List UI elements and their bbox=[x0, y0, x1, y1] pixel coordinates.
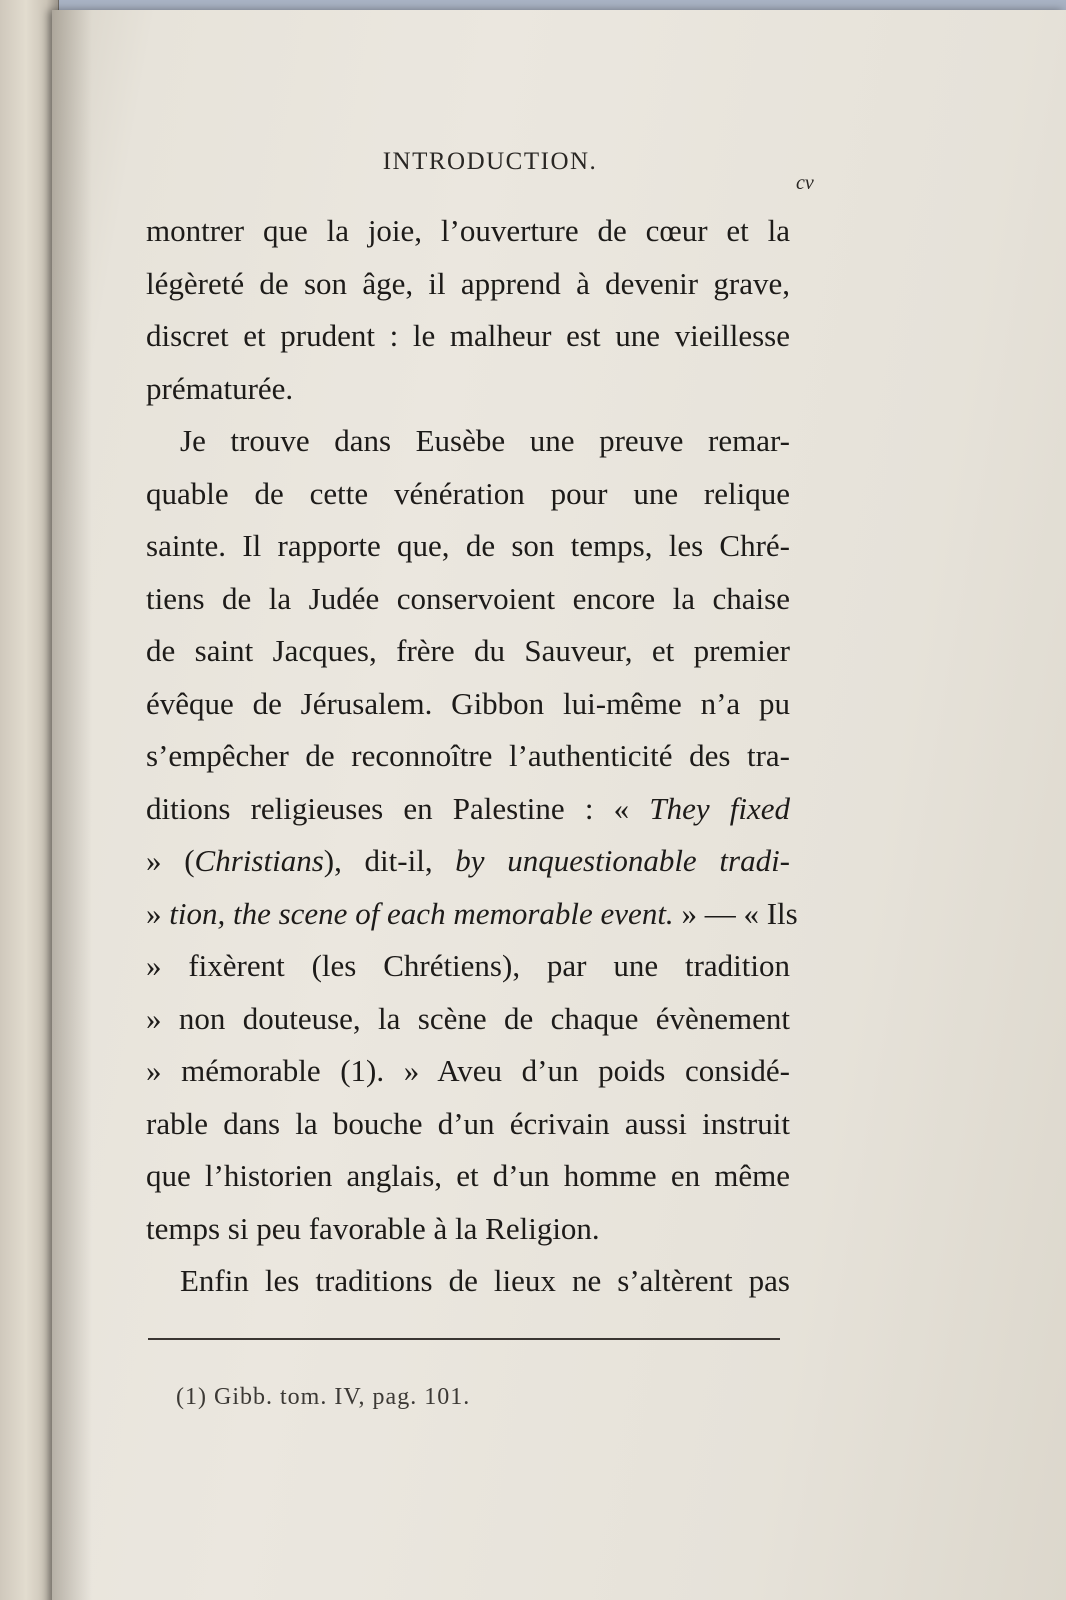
footnote: (1) Gibb. tom. IV, pag. 101. bbox=[176, 1384, 471, 1410]
text-segment: » ( bbox=[146, 843, 195, 878]
text-segment-italic: by unquestionable tradi- bbox=[455, 843, 791, 878]
text-segment: » — « Ils bbox=[681, 895, 798, 931]
text-line bbox=[146, 835, 790, 888]
text-line: tiens de la Judée conservoient encore la chaise bbox=[146, 580, 790, 616]
text-line: légèreté de son âge, il apprend à devenir grave, bbox=[146, 265, 790, 301]
text-line: » non douteuse, la scène de chaque évènement bbox=[146, 1000, 790, 1036]
text-line bbox=[146, 783, 790, 836]
text-segment: ), dit-il, bbox=[323, 843, 433, 878]
text-line: de saint Jacques, frère du Sauveur, et premier bbox=[146, 633, 790, 668]
previous-page-edge bbox=[0, 0, 59, 1600]
text-segment: » bbox=[146, 895, 162, 931]
text-line: que l’historien anglais, et d’un homme en même bbox=[146, 1158, 790, 1193]
text-line: temps si peu favorable à la Religion. bbox=[146, 1210, 600, 1246]
text-line: évêque de Jérusalem. Gibbon lui-même n’a pu bbox=[146, 685, 790, 721]
text-segment-italic: tion, the scene of each memorable event. bbox=[169, 895, 674, 931]
text-line: » mémorable (1). » Aveu d’un poids considé- bbox=[146, 1053, 790, 1088]
text-line: discret et prudent : le malheur est une vieillesse bbox=[146, 318, 790, 353]
text-line: prématurée. bbox=[146, 370, 294, 406]
text-segment-italic: They fixed bbox=[649, 790, 791, 826]
text-line: s’empêcher de reconnoître l’authenticité des tra- bbox=[146, 738, 790, 773]
running-head: INTRODUCTION. bbox=[382, 148, 598, 175]
text-segment: ditions religieuses en Palestine : « bbox=[146, 790, 630, 826]
text-line: Enfin les traditions de lieux ne s’altèrent pas bbox=[180, 1263, 790, 1298]
text-line: » fixèrent (les Chrétiens), par une tradition bbox=[146, 948, 790, 983]
text-line: Je trouve dans Eusèbe une preuve remar- bbox=[180, 423, 790, 458]
text-line: sainte. Il rapporte que, de son temps, les Chré- bbox=[146, 528, 790, 563]
text-line: quable de cette vénération pour une relique bbox=[146, 475, 790, 511]
page-number: cv bbox=[796, 172, 814, 194]
text-line: rable dans la bouche d’un écrivain aussi instruit bbox=[146, 1105, 790, 1141]
gutter-shadow bbox=[52, 10, 92, 1600]
text-segment-italic: Christians bbox=[194, 843, 324, 878]
footnote-rule bbox=[148, 1338, 780, 1340]
text-line: montrer que la joie, l’ouverture de cœur et la bbox=[146, 213, 790, 248]
body-text bbox=[146, 205, 798, 1308]
text-line bbox=[146, 888, 798, 941]
